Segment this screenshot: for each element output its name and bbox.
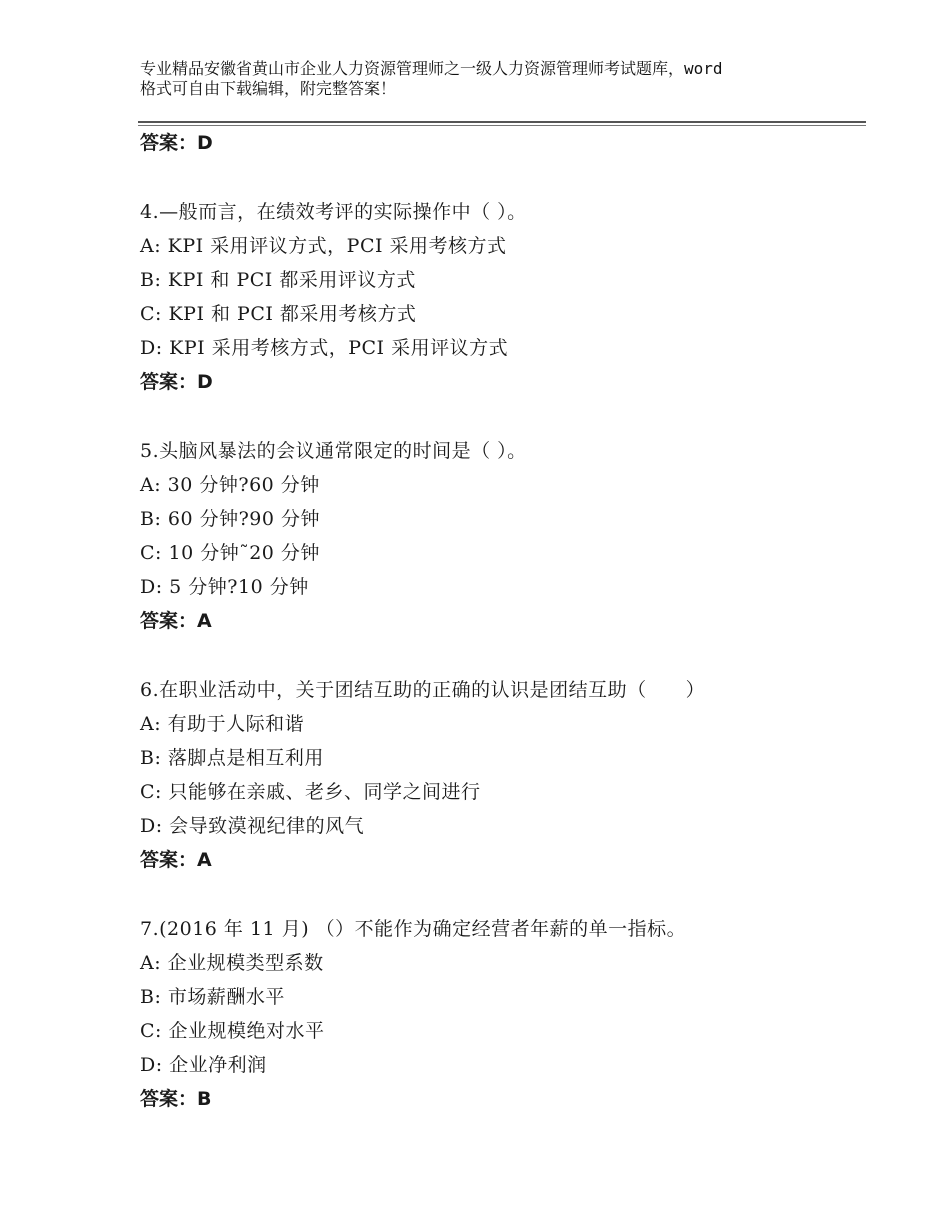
question-4-option-d: D: KPI 采用考核方式，PCI 采用评议方式 [140,337,509,359]
question-5-option-c: C: 10 分钟˜20 分钟 [140,542,320,564]
question-6-option-d: D: 会导致漠视纪律的风气 [140,815,365,837]
question-5-option-b: B: 60 分钟?90 分钟 [140,508,321,530]
question-4-option-a: A: KPI 采用评议方式，PCI 采用考核方式 [140,235,507,257]
question-7-option-a: A: 企业规模类型系数 [140,952,324,974]
header-divider-thin [138,125,866,126]
question-6-option-b: B: 落脚点是相互利用 [140,747,324,769]
previous-answer: 答案：D [140,132,213,154]
header-divider-thick [138,121,866,123]
question-4-stem: 4.—般而言，在绩效考评的实际操作中（ ）。 [140,201,527,223]
question-5-answer: 答案：A [140,610,212,632]
question-6-stem: 6.在职业活动中，关于团结互助的正确的认识是团结互助（ ） [140,679,706,701]
question-7-option-d: D: 企业净利润 [140,1054,267,1076]
question-7-option-c: C: 企业规模绝对水平 [140,1020,325,1042]
question-6-answer: 答案：A [140,849,212,871]
question-7-stem: 7.(2016 年 11 月) （）不能作为确定经营者年薪的单一指标。 [140,918,687,940]
header-line-2: 格式可自由下载编辑，附完整答案！ [140,79,397,98]
question-4-answer: 答案：D [140,371,213,393]
question-4-option-b: B: KPI 和 PCI 都采用评议方式 [140,269,416,291]
question-6-option-a: A: 有助于人际和谐 [140,713,305,735]
header-line-1: 专业精品安徽省黄山市企业人力资源管理师之一级人力资源管理师考试题库，word [140,59,723,78]
question-4-option-c: C: KPI 和 PCI 都采用考核方式 [140,303,417,325]
question-7-option-b: B: 市场薪酬水平 [140,986,285,1008]
question-5-stem: 5.头脑风暴法的会议通常限定的时间是（ ）。 [140,440,527,462]
document-header [140,59,840,99]
question-5-option-d: D: 5 分钟?10 分钟 [140,576,309,598]
question-7-answer: 答案：B [140,1088,212,1110]
question-6-option-c: C: 只能够在亲戚、老乡、同学之间进行 [140,781,481,803]
question-5-option-a: A: 30 分钟?60 分钟 [140,474,320,496]
